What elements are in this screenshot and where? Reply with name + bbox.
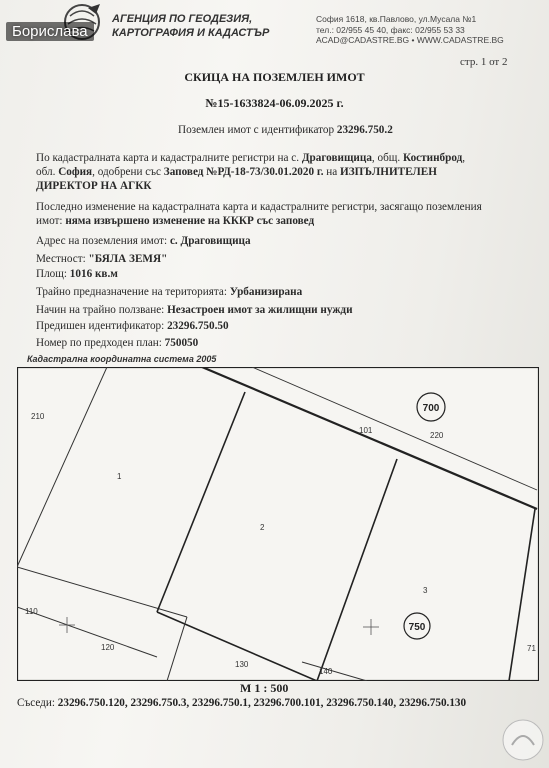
label-130: 130 — [235, 660, 249, 669]
authority-cont: ДИРЕКТОР НА АГКК — [36, 180, 152, 192]
purpose-line — [36, 286, 302, 298]
value: Незастроен имот за жилищни нужди — [167, 304, 353, 316]
label-101: 101 — [359, 426, 373, 435]
map-caption: Кадастрална координатна система 2005 — [27, 354, 217, 364]
identifier-value: 23296.750.2 — [336, 124, 393, 136]
page-number: стр. 1 от 2 — [460, 56, 508, 68]
value: 23296.750.50 — [167, 320, 229, 332]
text: на — [326, 166, 338, 178]
label: Трайно предназначение на територията: — [36, 286, 227, 298]
value: 1016 кв.м — [69, 268, 118, 280]
document-number: №15-1633824-06.09.2025 г. — [205, 96, 344, 110]
label-3: 3 — [423, 586, 428, 595]
agency-address: София 1618, кв.Павлово, ул.Мусала №1 — [316, 14, 477, 24]
text: , — [462, 152, 466, 164]
value: с. Драговищица — [169, 235, 251, 247]
neighbors-list: 23296.750.120, 23296.750.3, 23296.750.1, 23296.700.101, 23296.750.140, 23296.750.130 — [57, 697, 467, 709]
agency-line-2: КАРТОГРАФИЯ И КАДАСТЪР — [112, 27, 270, 39]
village: Драговищица — [301, 152, 372, 164]
map-scale: М 1 : 500 — [240, 681, 289, 695]
area-line — [36, 268, 118, 280]
label-71: 71 — [527, 644, 536, 653]
circle-750-label: 750 — [408, 622, 426, 633]
authority: ИЗПЪЛНИТЕЛЕН — [340, 166, 437, 178]
document-title: СКИЦА НА ПОЗЕМЛЕН ИМОТ — [184, 70, 365, 84]
text: По кадастралната карта и кадастралните регистри на с. — [36, 152, 300, 164]
info-line-4: Последно изменение на кадастралната карта и кадастралните регистри, засягащо поземления — [36, 201, 482, 213]
agency-line-1: АГЕНЦИЯ ПО ГЕОДЕЗИЯ, — [112, 13, 253, 25]
info-line-3 — [36, 180, 151, 192]
municipality: Костинброд — [403, 152, 463, 164]
text: имот: — [36, 215, 63, 227]
agency-web: ACAD@CADASTRE.BG • WWW.CADASTRE.BG — [316, 35, 504, 45]
info-line-1 — [36, 152, 465, 164]
agency-phones: тел.: 02/955 45 40, факс: 02/955 53 33 — [316, 24, 465, 35]
agency-name — [112, 12, 269, 40]
overlay-title: Борислава — [6, 22, 94, 41]
label-120: 120 — [101, 643, 115, 652]
region: София — [58, 166, 93, 178]
label-140: 140 — [319, 667, 333, 676]
identifier-label: Поземлен имот с идентификатор — [178, 124, 335, 136]
neighbors-label: Съседи: — [17, 697, 55, 709]
identifier-line — [178, 124, 393, 136]
agency-contacts — [316, 14, 516, 46]
change-status: няма извършено изменение на КККР със заповед — [65, 215, 315, 227]
watermark-logo — [500, 717, 546, 763]
text: , одобрени със — [92, 166, 161, 178]
label: Начин на трайно ползване: — [36, 304, 165, 316]
info-line-2 — [36, 166, 437, 178]
value: Урбанизирана — [229, 286, 303, 298]
value: "БЯЛА ЗЕМЯ" — [88, 253, 168, 265]
label-220: 220 — [430, 431, 444, 440]
label: Площ: — [36, 268, 67, 280]
text: , общ. — [371, 152, 401, 164]
label-110: 110 — [25, 607, 38, 616]
label-1: 1 — [117, 472, 122, 481]
label: Номер по предходен план: — [36, 337, 162, 349]
label-210: 210 — [31, 412, 45, 421]
label: Местност: — [36, 253, 86, 265]
order-number: Заповед №РД-18-73/30.01.2020 г. — [163, 166, 324, 178]
neighbors-line — [17, 697, 466, 709]
address-line — [36, 235, 251, 247]
plan-number-line — [36, 337, 198, 349]
circle-700-label: 700 — [422, 403, 440, 414]
info-line-5 — [36, 215, 314, 227]
value: 750050 — [164, 337, 199, 349]
label: Адрес на поземления имот: — [36, 235, 168, 247]
map-frame — [18, 368, 539, 681]
text: обл. — [36, 166, 56, 178]
locality-line — [36, 253, 167, 265]
previous-id-line — [36, 320, 229, 332]
cadastral-map — [17, 367, 539, 681]
label-2: 2 — [260, 523, 265, 532]
use-line — [36, 304, 353, 316]
label: Предишен идентификатор: — [36, 320, 165, 332]
